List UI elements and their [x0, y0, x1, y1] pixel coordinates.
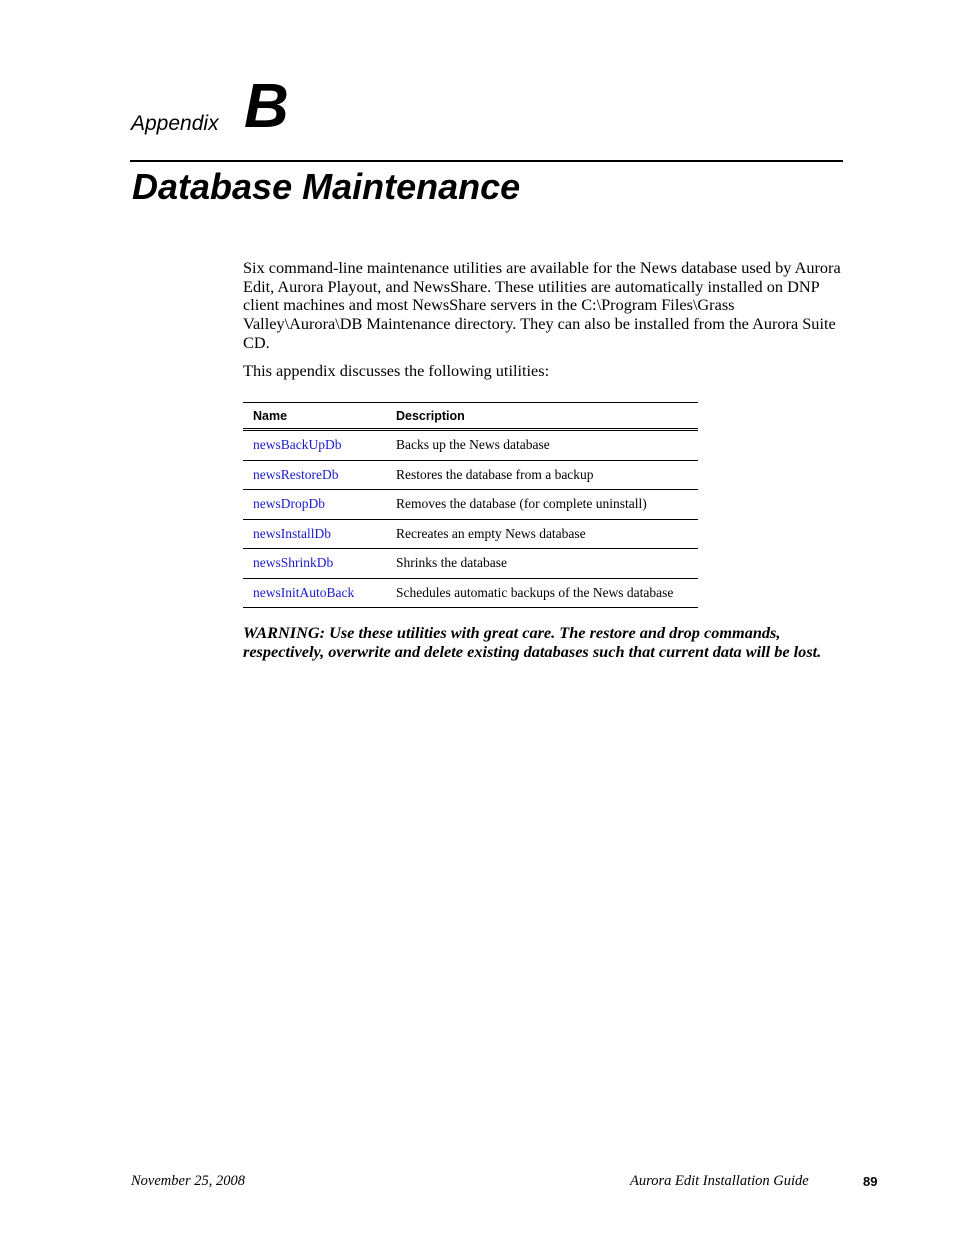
utilities-table: [243, 402, 698, 608]
warning-paragraph: WARNING: Use these utilities with great care. The restore and drop commands, respectively, overwrite and delete existing databases such that current data will be lost.: [243, 623, 822, 661]
table-header-row: [243, 403, 698, 430]
utility-link-newsrestoredb[interactable]: newsRestoreDb: [243, 460, 386, 490]
utility-link-newsinstalldb[interactable]: newsInstallDb: [243, 519, 386, 549]
utility-description: Shrinks the database: [386, 549, 698, 579]
column-header-description: Description: [386, 403, 698, 430]
utility-link-newsinitautoback[interactable]: newsInitAutoBack: [243, 578, 386, 608]
table-row: [243, 460, 698, 490]
footer-date: November 25, 2008: [131, 1173, 245, 1189]
appendix-label: Appendix: [131, 112, 219, 135]
page-title: Database Maintenance: [132, 166, 521, 207]
appendix-letter: B: [244, 72, 289, 141]
lead-paragraph: This appendix discusses the following utilities:: [243, 361, 550, 380]
utility-link-newsshrinkdb[interactable]: newsShrinkDb: [243, 549, 386, 579]
utility-description: Restores the database from a backup: [386, 460, 698, 490]
footer-guide-title: Aurora Edit Installation Guide: [630, 1173, 809, 1189]
table-row: [243, 519, 698, 549]
utility-description: Removes the database (for complete uninstall): [386, 490, 698, 520]
table-row: [243, 430, 698, 461]
table-row: [243, 490, 698, 520]
table-row: [243, 549, 698, 579]
page-number: 89: [863, 1174, 878, 1189]
utility-description: Backs up the News database: [386, 430, 698, 461]
utility-description: Recreates an empty News database: [386, 519, 698, 549]
utility-description: Schedules automatic backups of the News database: [386, 578, 698, 608]
utility-link-newsbackupdb[interactable]: newsBackUpDb: [243, 430, 386, 461]
utility-link-newsdropdb[interactable]: newsDropDb: [243, 490, 386, 520]
title-rule: [130, 160, 843, 162]
column-header-name: Name: [243, 403, 386, 430]
table-row: [243, 578, 698, 608]
intro-paragraph: Six command-line maintenance utilities are available for the News database used by Aurora Edit, Aurora Playout, and NewsShare. These utilities are automatically installed on DNP client machines and most NewsShare servers in the C:\Program Files\Grass Valley\Aurora\DB Maintenance directory. They can also be installed from the Aurora Suite CD.: [243, 258, 841, 352]
